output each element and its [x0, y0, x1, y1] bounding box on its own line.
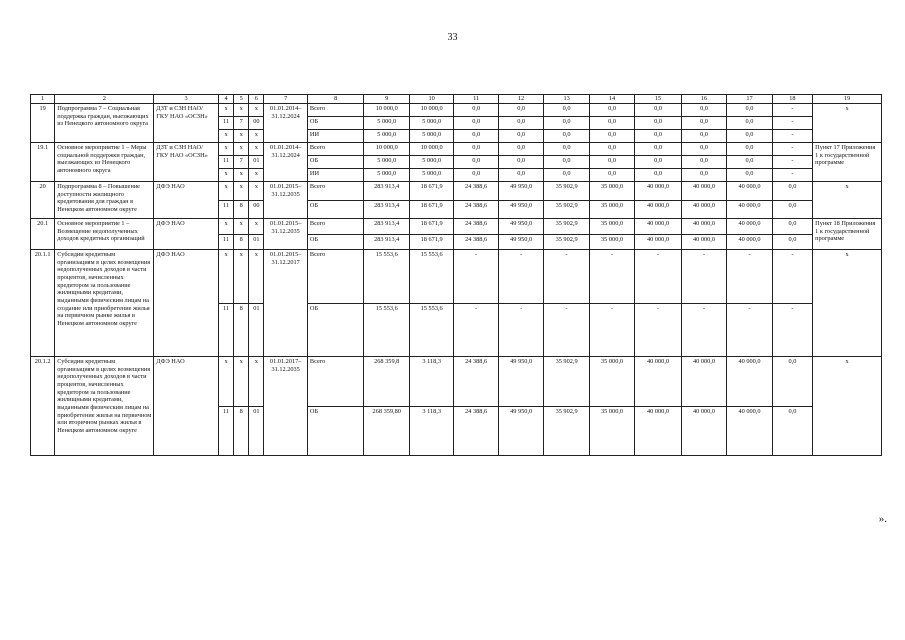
implementation-period: 01.01.2014– 31.12.2024 — [264, 104, 307, 143]
code-col-4: х — [218, 250, 233, 304]
column-header-11: 11 — [454, 95, 498, 104]
code-col-4: 11 — [218, 117, 233, 130]
value-col-10: 3 118,3 — [409, 406, 453, 456]
code-col-4: х — [218, 143, 233, 156]
code-col-5: 7 — [234, 117, 249, 130]
funding-source: ОБ — [307, 234, 364, 250]
value-col-9: 283 913,4 — [364, 182, 409, 201]
value-col-12: 49 950,0 — [498, 357, 543, 407]
code-col-6: х — [249, 104, 264, 117]
value-col-9: 283 913,4 — [364, 234, 409, 250]
value-col-10: 18 671,9 — [409, 219, 453, 235]
code-col-6: 01 — [249, 156, 264, 169]
value-col-17: 0,0 — [727, 143, 772, 156]
code-col-5: 8 — [234, 303, 249, 357]
value-col-10: 15 553,6 — [409, 303, 453, 357]
column-header-7: 7 — [264, 95, 307, 104]
value-col-14: - — [589, 250, 634, 304]
program-name: Субсидии кредитным организациям в целях возмещения недополученных доходов в части процентов, начисленных кредитором за пользование жилищными кредитами, выданными физическим лицам на приобретение жилья на первичном или вторичном рынках жилья в Ненецком автономном округе — [55, 357, 154, 456]
value-col-13: 0,0 — [544, 130, 589, 143]
code-col-5: х — [234, 182, 249, 201]
value-col-18: 0,0 — [772, 234, 812, 250]
value-col-15: 40 000,0 — [635, 357, 681, 407]
value-col-13: - — [544, 250, 589, 304]
column-header-9: 9 — [364, 95, 409, 104]
row-number: 20.1.1 — [31, 250, 55, 357]
value-col-16: 0,0 — [681, 130, 726, 143]
code-col-4: х — [218, 104, 233, 117]
value-col-14: 0,0 — [589, 130, 634, 143]
funding-source: Всего — [307, 143, 364, 156]
column-header-16: 16 — [681, 95, 726, 104]
table-row-group-start — [31, 104, 882, 117]
page-number: 33 — [447, 32, 458, 43]
value-col-13: 0,0 — [544, 104, 589, 117]
value-col-16: 0,0 — [681, 117, 726, 130]
value-col-18: - — [772, 130, 812, 143]
value-col-16: 40 000,0 — [681, 357, 726, 407]
value-col-14: 0,0 — [589, 169, 634, 182]
program-name: Подпрограмма 8 – Повышение доступности жилищного кредитования для граждан в Ненецком автономном округе — [55, 182, 154, 219]
row-number: 19 — [31, 104, 55, 143]
code-col-4: х — [218, 130, 233, 143]
value-col-10: 3 118,3 — [409, 357, 453, 407]
code-col-4: 11 — [218, 200, 233, 219]
value-col-12: - — [498, 250, 543, 304]
code-col-4: 11 — [218, 156, 233, 169]
value-col-17: - — [727, 250, 772, 304]
value-col-18: 0,0 — [772, 182, 812, 201]
value-col-10: 15 553,6 — [409, 250, 453, 304]
value-col-14: 35 000,0 — [589, 219, 634, 235]
value-col-9: 5 000,0 — [364, 169, 409, 182]
code-col-5: х — [234, 104, 249, 117]
implementation-period: 01.01.2015– 31.12.2035 — [264, 219, 307, 250]
code-col-6: х — [249, 219, 264, 235]
value-col-9: 15 553,6 — [364, 303, 409, 357]
value-col-10: 10 000,0 — [409, 143, 453, 156]
value-col-11: 24 388,6 — [454, 182, 498, 201]
value-col-13: 35 902,9 — [544, 200, 589, 219]
value-col-15: 40 000,0 — [635, 406, 681, 456]
value-col-16: 0,0 — [681, 169, 726, 182]
executor: ДЗТ и СЗН НАО/ ГКУ НАО «ОСЗН» — [154, 143, 219, 182]
executor: ДФЭ НАО — [154, 357, 219, 456]
value-col-11: 0,0 — [454, 143, 498, 156]
value-col-17: 0,0 — [727, 156, 772, 169]
code-col-6: х — [249, 182, 264, 201]
value-col-12: 49 950,0 — [498, 182, 543, 201]
value-col-15: 0,0 — [635, 104, 681, 117]
column-header-12: 12 — [498, 95, 543, 104]
column-header-17: 17 — [727, 95, 772, 104]
value-col-10: 18 671,9 — [409, 182, 453, 201]
value-col-10: 5 000,0 — [409, 169, 453, 182]
code-col-4: х — [218, 169, 233, 182]
value-col-13: 0,0 — [544, 156, 589, 169]
value-col-17: 40 000,0 — [727, 219, 772, 235]
implementation-period: 01.01.2017– 31.12.2035 — [264, 357, 307, 456]
code-col-6: 00 — [249, 117, 264, 130]
value-col-16: 40 000,0 — [681, 406, 726, 456]
value-col-9: 283 913,4 — [364, 219, 409, 235]
column-header-5: 5 — [234, 95, 249, 104]
table-body — [31, 104, 882, 456]
value-col-15: 40 000,0 — [635, 182, 681, 201]
value-col-14: 0,0 — [589, 104, 634, 117]
value-col-14: 35 000,0 — [589, 200, 634, 219]
value-col-17: 40 000,0 — [727, 200, 772, 219]
funding-source: Всего — [307, 219, 364, 235]
value-col-9: 5 000,0 — [364, 130, 409, 143]
column-header-2: 2 — [55, 95, 154, 104]
value-col-15: 0,0 — [635, 130, 681, 143]
value-col-16: 40 000,0 — [681, 182, 726, 201]
table-row-group-start — [31, 219, 882, 235]
table-row-group-start — [31, 182, 882, 201]
value-col-18: 0,0 — [772, 200, 812, 219]
code-col-5: 8 — [234, 200, 249, 219]
value-col-17: 0,0 — [727, 130, 772, 143]
code-col-5: х — [234, 250, 249, 304]
value-col-9: 10 000,0 — [364, 143, 409, 156]
value-col-13: - — [544, 303, 589, 357]
value-col-14: 0,0 — [589, 156, 634, 169]
value-col-18: - — [772, 303, 812, 357]
value-col-9: 283 913,4 — [364, 200, 409, 219]
value-col-13: 35 902,9 — [544, 182, 589, 201]
code-col-5: х — [234, 143, 249, 156]
row-number: 20.1.2 — [31, 357, 55, 456]
note: Пункт 17 Приложения 1 к государственной программе — [813, 143, 882, 182]
value-col-14: 35 000,0 — [589, 357, 634, 407]
funding-source: ОБ — [307, 200, 364, 219]
code-col-5: х — [234, 219, 249, 235]
value-col-15: 40 000,0 — [635, 200, 681, 219]
value-col-17: 0,0 — [727, 117, 772, 130]
value-col-15: - — [635, 250, 681, 304]
program-name: Основное мероприятие 1 – Возмещение недополученных доходов кредитных организаций — [55, 219, 154, 250]
value-col-15: 40 000,0 — [635, 219, 681, 235]
value-col-13: 0,0 — [544, 169, 589, 182]
value-col-12: 0,0 — [498, 104, 543, 117]
value-col-11: - — [454, 250, 498, 304]
column-header-19: 19 — [813, 95, 882, 104]
value-col-13: 35 902,9 — [544, 219, 589, 235]
value-col-17: 40 000,0 — [727, 406, 772, 456]
value-col-14: 35 000,0 — [589, 406, 634, 456]
implementation-period: 01.01.2014– 31.12.2024 — [264, 143, 307, 182]
executor: ДФЭ НАО — [154, 182, 219, 219]
financing-table-wrapper — [30, 94, 882, 456]
value-col-11: 0,0 — [454, 169, 498, 182]
value-col-13: 35 902,9 — [544, 357, 589, 407]
note: х — [813, 182, 882, 219]
column-header-3: 3 — [154, 95, 219, 104]
value-col-12: 0,0 — [498, 169, 543, 182]
row-number: 20.1 — [31, 219, 55, 250]
column-header-6: 6 — [249, 95, 264, 104]
value-col-14: 0,0 — [589, 117, 634, 130]
row-number: 20 — [31, 182, 55, 219]
code-col-6: х — [249, 357, 264, 407]
table-row-group-start — [31, 250, 882, 304]
funding-source: ИИ — [307, 130, 364, 143]
value-col-11: 24 388,6 — [454, 406, 498, 456]
value-col-17: - — [727, 303, 772, 357]
value-col-17: 40 000,0 — [727, 182, 772, 201]
code-col-5: х — [234, 130, 249, 143]
column-header-4: 4 — [218, 95, 233, 104]
code-col-4: х — [218, 219, 233, 235]
column-header-13: 13 — [544, 95, 589, 104]
column-header-1: 1 — [31, 95, 55, 104]
value-col-13: 35 902,9 — [544, 406, 589, 456]
value-col-18: 0,0 — [772, 357, 812, 407]
column-header-10: 10 — [409, 95, 453, 104]
funding-source: Всего — [307, 182, 364, 201]
value-col-11: 0,0 — [454, 156, 498, 169]
value-col-12: 49 950,0 — [498, 406, 543, 456]
value-col-16: - — [681, 303, 726, 357]
value-col-15: 0,0 — [635, 169, 681, 182]
value-col-11: - — [454, 303, 498, 357]
value-col-9: 15 553,6 — [364, 250, 409, 304]
value-col-15: 0,0 — [635, 143, 681, 156]
funding-source: ОБ — [307, 117, 364, 130]
code-col-6: х — [249, 250, 264, 304]
column-header-14: 14 — [589, 95, 634, 104]
code-col-6: 01 — [249, 406, 264, 456]
code-col-5: 7 — [234, 156, 249, 169]
table-row-group-start — [31, 143, 882, 156]
value-col-15: 0,0 — [635, 117, 681, 130]
code-col-4: х — [218, 357, 233, 407]
value-col-11: 24 388,6 — [454, 200, 498, 219]
executor: ДФЭ НАО — [154, 250, 219, 357]
code-col-6: 00 — [249, 200, 264, 219]
value-col-9: 268 359,8 — [364, 357, 409, 407]
value-col-16: 40 000,0 — [681, 219, 726, 235]
implementation-period: 01.01.2015– 31.12.2017 — [264, 250, 307, 357]
column-header-18: 18 — [772, 95, 812, 104]
code-col-6: 01 — [249, 234, 264, 250]
value-col-13: 0,0 — [544, 117, 589, 130]
note: х — [813, 104, 882, 143]
value-col-16: - — [681, 250, 726, 304]
funding-source: ОБ — [307, 156, 364, 169]
column-header-15: 15 — [635, 95, 681, 104]
value-col-18: - — [772, 250, 812, 304]
code-col-4: х — [218, 182, 233, 201]
value-col-11: 0,0 — [454, 104, 498, 117]
financing-table — [30, 94, 882, 456]
value-col-10: 18 671,9 — [409, 200, 453, 219]
value-col-18: - — [772, 169, 812, 182]
value-col-16: 40 000,0 — [681, 200, 726, 219]
note: х — [813, 250, 882, 357]
value-col-11: 24 388,6 — [454, 357, 498, 407]
value-col-10: 18 671,9 — [409, 234, 453, 250]
value-col-16: 40 000,0 — [681, 234, 726, 250]
value-col-16: 0,0 — [681, 143, 726, 156]
funding-source: ОБ — [307, 303, 364, 357]
value-col-18: - — [772, 117, 812, 130]
value-col-12: 49 950,0 — [498, 234, 543, 250]
value-col-13: 35 902,9 — [544, 234, 589, 250]
value-col-9: 268 359,80 — [364, 406, 409, 456]
value-col-11: 0,0 — [454, 117, 498, 130]
value-col-17: 0,0 — [727, 169, 772, 182]
code-col-4: 11 — [218, 406, 233, 456]
code-col-5: 8 — [234, 406, 249, 456]
value-col-15: - — [635, 303, 681, 357]
value-col-12: 0,0 — [498, 156, 543, 169]
value-col-18: - — [772, 143, 812, 156]
value-col-15: 0,0 — [635, 156, 681, 169]
value-col-11: 24 388,6 — [454, 219, 498, 235]
value-col-12: 0,0 — [498, 117, 543, 130]
note: Пункт 18 Приложения 1 к государственной программе — [813, 219, 882, 250]
value-col-16: 0,0 — [681, 104, 726, 117]
funding-source: Всего — [307, 357, 364, 407]
value-col-15: 40 000,0 — [635, 234, 681, 250]
funding-source: ОБ — [307, 406, 364, 456]
value-col-17: 0,0 — [727, 104, 772, 117]
value-col-12: 0,0 — [498, 130, 543, 143]
row-number: 19.1 — [31, 143, 55, 182]
code-col-6: х — [249, 130, 264, 143]
value-col-10: 5 000,0 — [409, 130, 453, 143]
value-col-18: 0,0 — [772, 406, 812, 456]
value-col-17: 40 000,0 — [727, 357, 772, 407]
implementation-period: 01.01.2015– 31.12.2035 — [264, 182, 307, 219]
value-col-18: - — [772, 156, 812, 169]
value-col-10: 5 000,0 — [409, 117, 453, 130]
value-col-10: 5 000,0 — [409, 156, 453, 169]
value-col-18: 0,0 — [772, 219, 812, 235]
code-col-5: х — [234, 357, 249, 407]
value-col-14: 0,0 — [589, 143, 634, 156]
table-row-group-start — [31, 357, 882, 407]
code-col-4: 11 — [218, 303, 233, 357]
program-name: Подпрограмма 7 – Социальная поддержка граждан, выезжающих из Ненецкого автономного округа — [55, 104, 154, 143]
code-col-6: х — [249, 143, 264, 156]
code-col-5: х — [234, 169, 249, 182]
funding-source: Всего — [307, 250, 364, 304]
value-col-10: 10 000,0 — [409, 104, 453, 117]
value-col-12: 49 950,0 — [498, 219, 543, 235]
code-col-6: х — [249, 169, 264, 182]
value-col-9: 10 000,0 — [364, 104, 409, 117]
value-col-12: 49 950,0 — [498, 200, 543, 219]
table-header — [31, 95, 882, 104]
note: х — [813, 357, 882, 456]
header-row — [31, 95, 882, 104]
code-col-6: 01 — [249, 303, 264, 357]
executor: ДФЭ НАО — [154, 219, 219, 250]
executor: ДЗТ и СЗН НАО/ ГКУ НАО «ОСЗН» — [154, 104, 219, 143]
value-col-14: 35 000,0 — [589, 234, 634, 250]
closing-mark: ». — [878, 513, 887, 525]
code-col-4: 11 — [218, 234, 233, 250]
funding-source: ИИ — [307, 169, 364, 182]
value-col-16: 0,0 — [681, 156, 726, 169]
value-col-11: 24 388,6 — [454, 234, 498, 250]
program-name: Субсидии кредитным организациям в целях возмещения недополученных доходов в части процентов, начисленных кредитором за пользование жилищными кредитами, выданными физическим лицам на создание или приобретение жилья на первичном рынке жилья в Ненецком автономном округе — [55, 250, 154, 357]
funding-source: Всего — [307, 104, 364, 117]
value-col-18: - — [772, 104, 812, 117]
value-col-14: - — [589, 303, 634, 357]
value-col-12: - — [498, 303, 543, 357]
value-col-13: 0,0 — [544, 143, 589, 156]
value-col-12: 0,0 — [498, 143, 543, 156]
value-col-14: 35 000,0 — [589, 182, 634, 201]
value-col-9: 5 000,0 — [364, 156, 409, 169]
program-name: Основное мероприятие 1 – Меры социальной поддержки граждан, выезжающих из Ненецкого автономного округа — [55, 143, 154, 182]
column-header-8: 8 — [307, 95, 364, 104]
code-col-5: 8 — [234, 234, 249, 250]
value-col-9: 5 000,0 — [364, 117, 409, 130]
value-col-11: 0,0 — [454, 130, 498, 143]
value-col-17: 40 000,0 — [727, 234, 772, 250]
